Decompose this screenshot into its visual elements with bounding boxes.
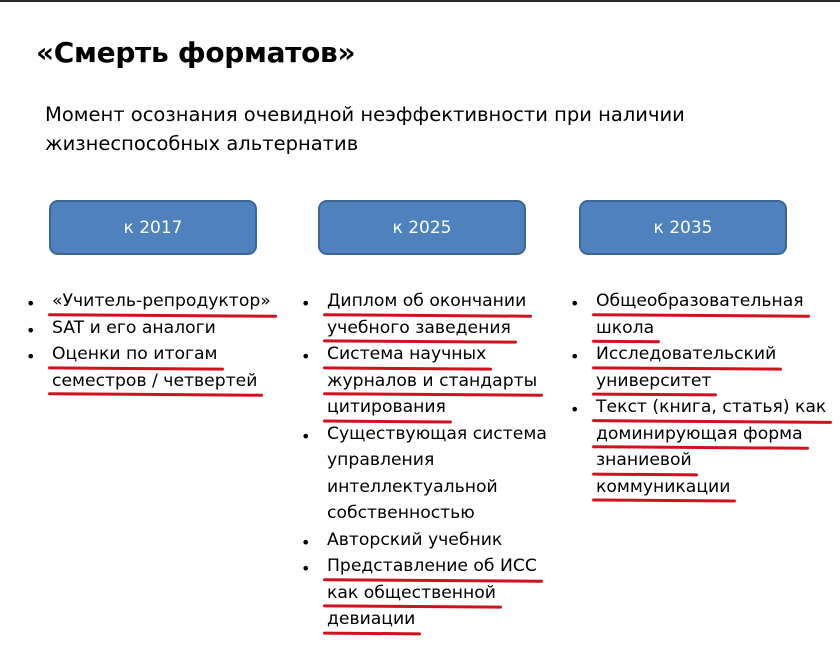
slide-subtitle: Момент осознания очевидной неэффективности при наличии жизнеспособных альтернатив: [45, 103, 685, 155]
year-box-2025: [318, 200, 526, 255]
underlined-line: цитирования: [327, 394, 446, 421]
list-item-text: [52, 315, 271, 342]
text-line: собственностью: [327, 503, 475, 523]
underlined-line: доминирующая форма: [596, 421, 803, 448]
underlined-line: Текст (книга, статья) как: [596, 394, 826, 421]
list-item-text: [596, 394, 826, 500]
text-line: управления: [327, 450, 435, 470]
list-item: [26, 288, 271, 315]
list-item: [301, 288, 547, 341]
underlined-line: «Учитель-репродуктор»: [52, 288, 271, 315]
list-item: [26, 315, 271, 342]
list-item-text: [327, 288, 547, 341]
list-item-text: [52, 288, 271, 315]
bullet-marker: •: [301, 532, 311, 552]
year-label: к 2017: [123, 217, 183, 238]
bullet-marker: •: [26, 347, 36, 366]
underlined-line: Исследовательский: [596, 341, 776, 368]
bullet-marker: •: [26, 294, 36, 313]
underlined-line: знаниевой: [596, 447, 692, 474]
top-border: [0, 0, 840, 2]
underlined-line: Система научных: [327, 341, 486, 368]
bullet-marker: •: [301, 426, 311, 446]
column-2025-list: [301, 288, 547, 633]
text-line: интеллектуальной: [327, 476, 498, 497]
list-item-text: [596, 341, 826, 394]
list-item-text: [327, 553, 547, 633]
underlined-line: школа: [596, 315, 654, 342]
text-line: SAT и его аналоги: [52, 317, 216, 338]
underlined-line: Представление об ИСС: [327, 553, 537, 580]
list-item: [570, 288, 826, 341]
underlined-line: как общественной: [327, 580, 496, 607]
list-item-text: [327, 341, 547, 421]
year-box-2035: [579, 200, 787, 255]
bullet-marker: •: [301, 559, 311, 578]
list-item: [301, 527, 547, 554]
text-line: Авторский учебник: [327, 529, 503, 550]
bullet-marker: •: [301, 347, 311, 366]
year-label: к 2035: [653, 217, 713, 238]
list-item: [26, 341, 271, 394]
list-item-text: [596, 288, 826, 341]
year-box-2017: [49, 200, 257, 255]
underlined-line: коммуникации: [596, 474, 730, 501]
underlined-line: Диплом об окончании: [327, 288, 526, 315]
underlined-line: университет: [596, 368, 711, 395]
underlined-line: девиации: [327, 606, 415, 633]
list-item: [301, 421, 547, 527]
list-item: [570, 394, 827, 500]
bullet-marker: •: [570, 294, 580, 313]
underlined-line: журналов и стандарты: [327, 368, 537, 395]
slide-title: «Смерть форматов»: [36, 36, 356, 69]
list-item-text: [52, 341, 271, 394]
underlined-line: учебного заведения: [327, 315, 511, 342]
list-item-text: [327, 527, 547, 554]
bullet-marker: •: [570, 400, 580, 419]
bullet-marker: •: [26, 320, 36, 340]
underlined-line: семестров / четвертей: [52, 368, 257, 395]
year-label: к 2025: [392, 217, 452, 238]
list-item: [301, 341, 547, 421]
list-item: [570, 341, 826, 394]
underlined-line: Общеобразовательная: [596, 288, 804, 315]
underlined-line: Оценки по итогам: [52, 341, 218, 368]
column-2035-list: [570, 288, 827, 500]
bullet-marker: •: [301, 294, 311, 313]
list-item: [301, 553, 547, 633]
bullet-marker: •: [570, 347, 580, 366]
column-2017-list: [26, 288, 271, 394]
list-item-text: [327, 421, 547, 527]
text-line: Существующая система: [327, 423, 547, 444]
